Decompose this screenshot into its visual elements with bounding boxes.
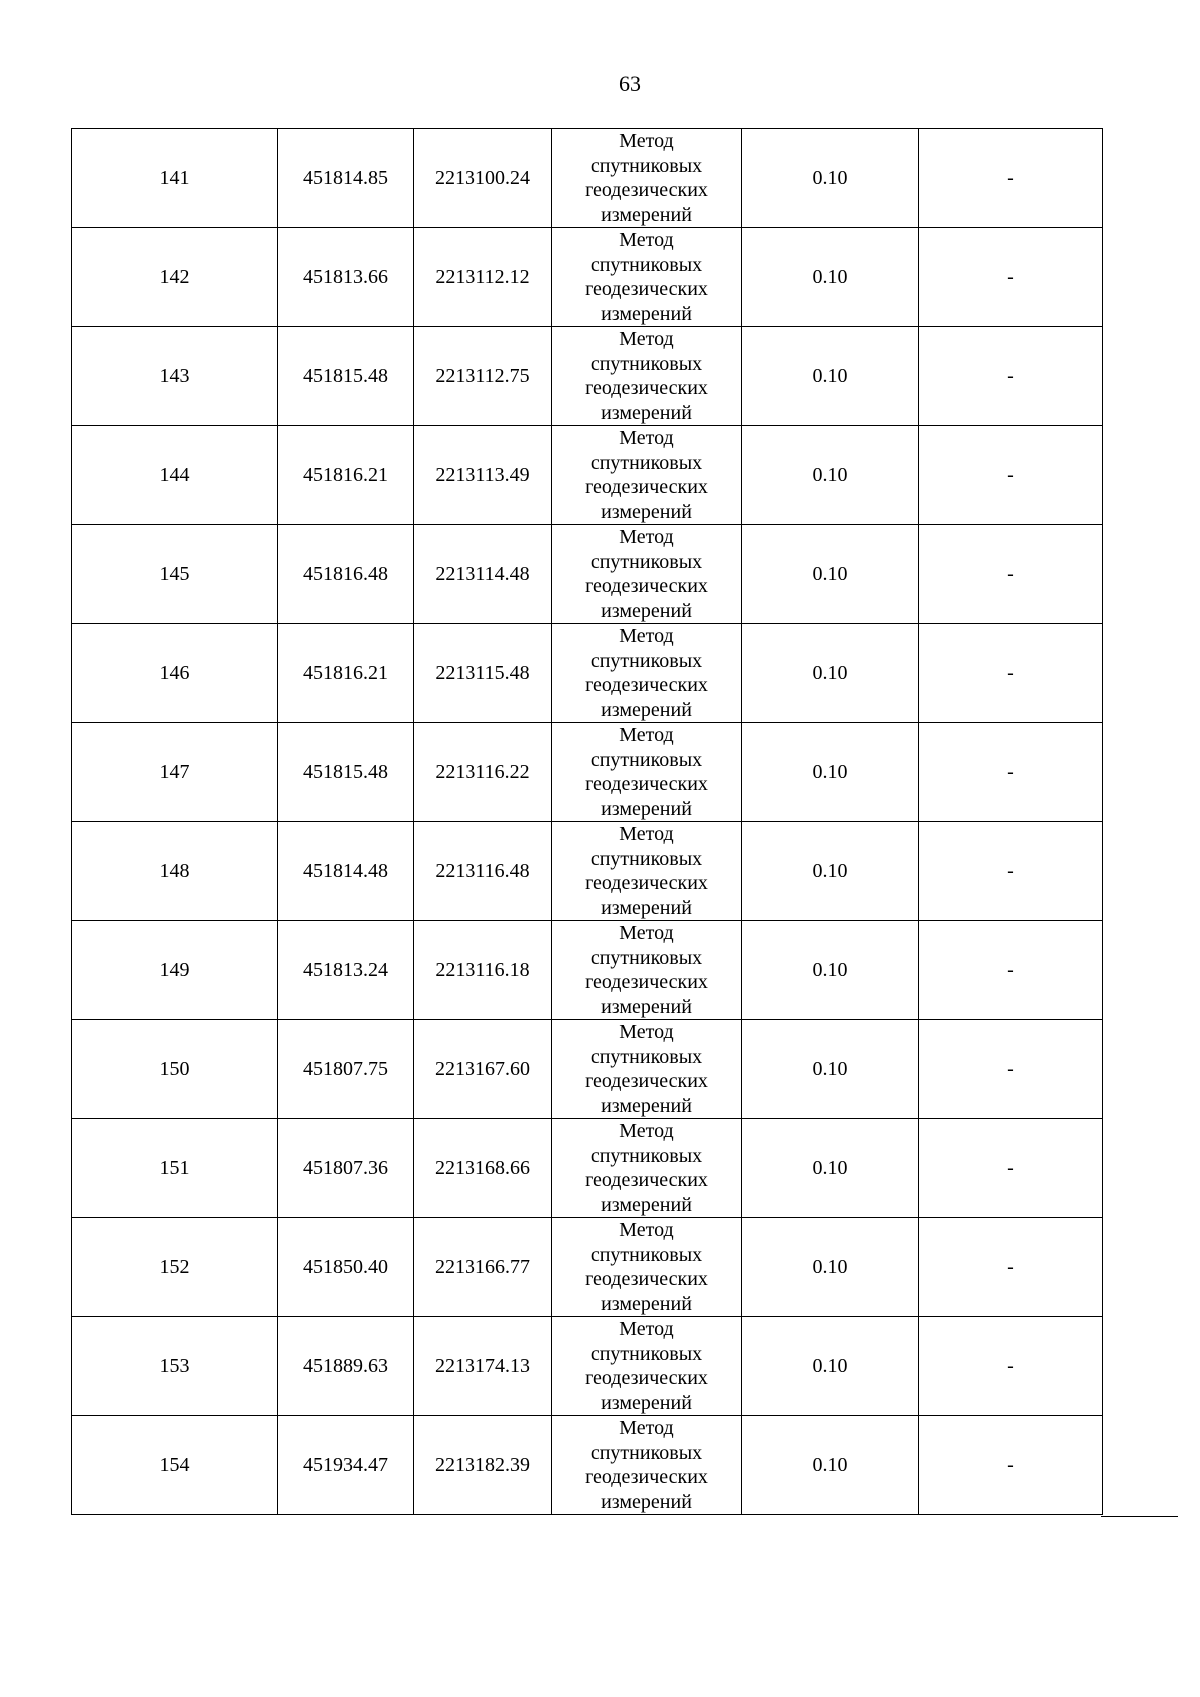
method-line: Метод [619,1219,674,1241]
accuracy-cell: 0.10 [742,327,919,426]
table-row [72,624,1103,723]
point-number-cell: 142 [72,228,278,327]
description-cell: - [919,426,1103,525]
method-cell [552,525,742,624]
method-line: измерений [601,1292,692,1315]
method-cell [552,1317,742,1416]
description-cell: - [919,624,1103,723]
method-line: геодезических [585,872,708,894]
description-cell: - [919,1020,1103,1119]
method-line: Метод [619,625,674,647]
accuracy-cell: 0.10 [742,921,919,1020]
method-cell [552,228,742,327]
y-coordinate-cell: 2213116.22 [414,723,552,822]
method-line: спутниковых [590,649,703,672]
description-cell: - [919,327,1103,426]
method-line: спутниковых [590,847,703,870]
method-line: спутниковых [590,154,703,177]
accuracy-cell: 0.10 [742,228,919,327]
y-coordinate-cell: 2213114.48 [414,525,552,624]
y-coordinate-cell: 2213174.13 [414,1317,552,1416]
point-number-cell: 147 [72,723,278,822]
x-coordinate-cell: 451816.21 [278,624,414,723]
method-line: Метод [619,1021,674,1043]
y-coordinate-cell: 2213166.77 [414,1218,552,1317]
method-line: геодезических [585,1169,708,1191]
method-line: Метод [619,1417,674,1439]
method-line: Метод [619,823,674,845]
description-cell: - [919,228,1103,327]
description-cell: - [919,129,1103,228]
x-coordinate-cell: 451807.75 [278,1020,414,1119]
table-row [72,723,1103,822]
method-line: измерений [601,1391,692,1414]
method-line: геодезических [585,575,708,597]
x-coordinate-cell: 451813.24 [278,921,414,1020]
method-line: измерений [601,599,692,622]
point-number-cell: 153 [72,1317,278,1416]
point-number-cell: 154 [72,1416,278,1515]
table-row [72,822,1103,921]
accuracy-cell: 0.10 [742,1317,919,1416]
method-cell [552,723,742,822]
accuracy-cell: 0.10 [742,624,919,723]
coordinates-table-body [72,129,1103,1515]
table-row [72,1416,1103,1515]
method-line: геодезических [585,773,708,795]
table-row [72,1119,1103,1218]
method-line: Метод [619,229,674,251]
method-line: спутниковых [590,1045,703,1068]
method-line: спутниковых [590,1342,703,1365]
method-cell [552,921,742,1020]
table-row [72,129,1103,228]
description-cell: - [919,921,1103,1020]
table-row [72,1218,1103,1317]
method-line: спутниковых [590,253,703,276]
y-coordinate-cell: 2213168.66 [414,1119,552,1218]
y-coordinate-cell: 2213113.49 [414,426,552,525]
y-coordinate-cell: 2213112.12 [414,228,552,327]
x-coordinate-cell: 451816.48 [278,525,414,624]
y-coordinate-cell: 2213167.60 [414,1020,552,1119]
method-cell [552,327,742,426]
method-line: спутниковых [590,748,703,771]
accuracy-cell: 0.10 [742,129,919,228]
point-number-cell: 141 [72,129,278,228]
table-row [72,1317,1103,1416]
point-number-cell: 148 [72,822,278,921]
method-line: геодезических [585,476,708,498]
x-coordinate-cell: 451813.66 [278,228,414,327]
method-line: геодезических [585,971,708,993]
method-line: измерений [601,995,692,1018]
accuracy-cell: 0.10 [742,1218,919,1317]
y-coordinate-cell: 2213116.18 [414,921,552,1020]
point-number-cell: 150 [72,1020,278,1119]
method-line: измерений [601,1094,692,1117]
point-number-cell: 144 [72,426,278,525]
x-coordinate-cell: 451815.48 [278,723,414,822]
description-cell: - [919,723,1103,822]
x-coordinate-cell: 451814.48 [278,822,414,921]
description-cell: - [919,822,1103,921]
coordinates-table [71,128,1103,1515]
method-cell [552,129,742,228]
y-coordinate-cell: 2213112.75 [414,327,552,426]
accuracy-cell: 0.10 [742,822,919,921]
table-row [72,327,1103,426]
point-number-cell: 145 [72,525,278,624]
point-number-cell: 151 [72,1119,278,1218]
point-number-cell: 143 [72,327,278,426]
method-cell [552,1416,742,1515]
method-line: спутниковых [590,946,703,969]
table-row [72,426,1103,525]
table-row [72,1020,1103,1119]
y-coordinate-cell: 2213100.24 [414,129,552,228]
description-cell: - [919,1416,1103,1515]
method-line: геодезических [585,674,708,696]
x-coordinate-cell: 451934.47 [278,1416,414,1515]
method-line: геодезических [585,1070,708,1092]
method-cell [552,426,742,525]
method-line: Метод [619,427,674,449]
x-coordinate-cell: 451814.85 [278,129,414,228]
method-line: геодезических [585,278,708,300]
method-line: геодезических [585,1466,708,1488]
y-coordinate-cell: 2213182.39 [414,1416,552,1515]
description-cell: - [919,525,1103,624]
method-line: измерений [601,302,692,325]
method-line: измерений [601,1490,692,1513]
description-cell: - [919,1317,1103,1416]
x-coordinate-cell: 451816.21 [278,426,414,525]
method-cell [552,822,742,921]
method-line: измерений [601,1193,692,1216]
y-coordinate-cell: 2213116.48 [414,822,552,921]
method-line: Метод [619,922,674,944]
method-line: геодезических [585,1268,708,1290]
accuracy-cell: 0.10 [742,525,919,624]
method-line: спутниковых [590,1441,703,1464]
method-cell [552,1020,742,1119]
accuracy-cell: 0.10 [742,426,919,525]
method-line: измерений [601,401,692,424]
method-line: геодезических [585,179,708,201]
method-line: Метод [619,130,674,152]
method-line: спутниковых [590,352,703,375]
x-coordinate-cell: 451889.63 [278,1317,414,1416]
x-coordinate-cell: 451850.40 [278,1218,414,1317]
method-cell [552,624,742,723]
method-line: спутниковых [590,1144,703,1167]
method-line: геодезических [585,377,708,399]
method-line: измерений [601,203,692,226]
method-cell [552,1218,742,1317]
page-number: 63 [619,71,641,96]
accuracy-cell: 0.10 [742,1119,919,1218]
method-line: Метод [619,1318,674,1340]
method-line: спутниковых [590,451,703,474]
method-line: измерений [601,797,692,820]
table-row [72,525,1103,624]
method-line: Метод [619,724,674,746]
description-cell: - [919,1119,1103,1218]
method-line: измерений [601,698,692,721]
accuracy-cell: 0.10 [742,723,919,822]
method-line: измерений [601,500,692,523]
description-cell: - [919,1218,1103,1317]
y-coordinate-cell: 2213115.48 [414,624,552,723]
method-cell [552,1119,742,1218]
method-line: спутниковых [590,1243,703,1266]
method-line: Метод [619,1120,674,1142]
table-row [72,228,1103,327]
point-number-cell: 152 [72,1218,278,1317]
method-line: Метод [619,328,674,350]
x-coordinate-cell: 451807.36 [278,1119,414,1218]
method-line: измерений [601,896,692,919]
table-bottom-rule-extension [1101,1516,1178,1517]
method-line: спутниковых [590,550,703,573]
point-number-cell: 149 [72,921,278,1020]
method-line: геодезических [585,1367,708,1389]
method-line: Метод [619,526,674,548]
accuracy-cell: 0.10 [742,1416,919,1515]
table-row [72,921,1103,1020]
x-coordinate-cell: 451815.48 [278,327,414,426]
point-number-cell: 146 [72,624,278,723]
accuracy-cell: 0.10 [742,1020,919,1119]
